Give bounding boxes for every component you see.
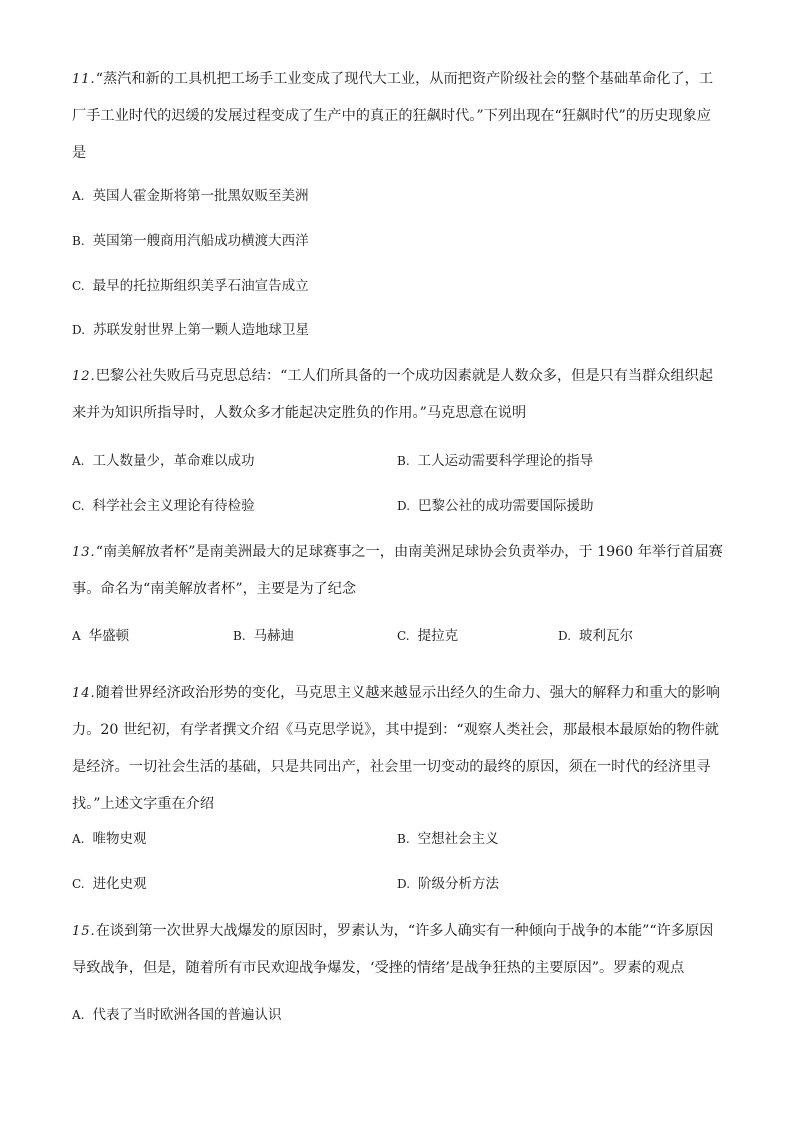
question-11	[72, 61, 724, 172]
question-14	[72, 675, 724, 823]
option-11-d: D. 苏联发射世界上第一颗人造地球卫星	[72, 322, 310, 338]
option-15-a: A. 代表了当时欧洲各国的普遍认识	[72, 1007, 282, 1023]
question-13	[72, 534, 724, 608]
question-number: 15.	[72, 924, 96, 939]
option-12-d: D. 巴黎公社的成功需要国际援助	[397, 498, 594, 514]
option-13-a: A 华盛顿	[72, 628, 130, 644]
option-11-a: A. 英国人霍金斯将第一批黑奴贩至美洲	[72, 188, 309, 204]
option-14-d: D. 阶级分析方法	[397, 876, 500, 892]
option-14-b: B. 空想社会主义	[397, 831, 499, 847]
option-14-c: C. 进化史观	[72, 876, 147, 892]
option-13-c: C. 提拉克	[397, 628, 459, 644]
question-number: 12.	[72, 369, 96, 384]
question-number: 14.	[72, 686, 96, 701]
question-number: 11.	[72, 72, 96, 87]
question-15	[72, 913, 724, 987]
option-12-b: B. 工人运动需要科学理论的指导	[397, 453, 594, 469]
question-stem: 随着世界经济政治形势的变化，马克思主义越来越显示出经久的生命力、强大的解释力和重大的影响力。20 世纪初，有学者撰文介绍《马克思学说》，其中提到：“观察人类社会，那最根本最原始的物件就是经济。一切社会生活的基础，只是共同出产，社会里一切变动的最终的原因，须在一时代的经济里寻找。”上述文字重在介绍	[72, 685, 720, 812]
option-13-b: B. 马赫迪	[233, 628, 295, 644]
question-stem: “蒸汽和新的工具机把工场手工业变成了现代大工业，从而把资产阶级社会的整个基础革命化了，工厂手工业时代的迟缓的发展过程变成了生产中的真正的狂飙时代。”下列出现在“狂飙时代”的历史现象应是	[72, 71, 714, 161]
option-11-b: B. 英国第一艘商用汽船成功横渡大西洋	[72, 233, 309, 249]
option-12-a: A. 工人数量少，革命难以成功	[72, 453, 255, 469]
question-stem: “南美解放者杯”是南美洲最大的足球赛事之一，由南美洲足球协会负责举办，于 1960 年举行首届赛事。命名为“南美解放者杯”，主要是为了纪念	[72, 544, 723, 597]
question-stem: 在谈到第一次世界大战爆发的原因时，罗素认为，“许多人确实有一种倾向于战争的本能”“许多原因导致战争，但是，随着所有市民欢迎战争爆发，‘受挫的情绪’是战争狂热的主要原因”。罗素的观点	[72, 923, 714, 976]
question-stem: 巴黎公社失败后马克思总结：“工人们所具备的一个成功因素就是人数众多，但是只有当群众组织起来并为知识所指导时，人数众多才能起决定胜负的作用。”马克思意在说明	[72, 368, 714, 421]
question-12	[72, 358, 724, 432]
option-14-a: A. 唯物史观	[72, 831, 147, 847]
question-number: 13.	[72, 545, 96, 560]
option-11-c: C. 最早的托拉斯组织美孚石油宣告成立	[72, 278, 309, 294]
option-13-d: D. 玻利瓦尔	[558, 628, 634, 644]
option-12-c: C. 科学社会主义理论有待检验	[72, 498, 255, 514]
